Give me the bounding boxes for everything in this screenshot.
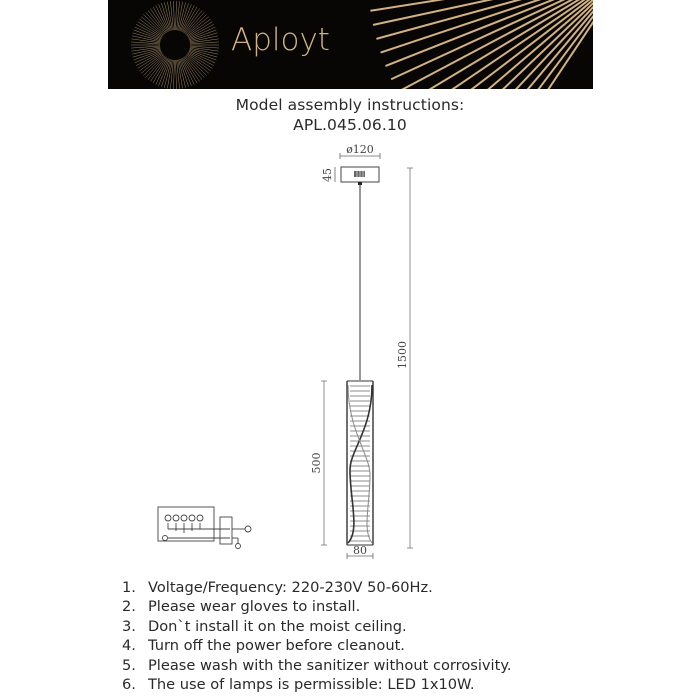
total-height-label: 1500 [396,341,409,369]
wiring-diagram [158,507,251,549]
instruction-item: 1. Voltage/Frequency: 220-230V 50-60Hz. [122,579,433,596]
instruction-list [122,578,512,694]
shade-width-dimension [347,544,373,559]
instruction-item: 2. Please wear gloves to install. [122,598,361,616]
canopy-height-dimension [321,167,335,182]
instruction-item: 6. The use of lamps is permissible: LED 1x10W. [122,676,475,694]
shade-height-label: 500 [310,452,323,474]
instruction-item: 3. Don`t install it on the moist ceiling. [122,617,407,635]
lamp-shade [347,381,373,545]
canopy-diameter-label: ø120 [346,143,374,156]
canopy-height-label: 45 [321,168,334,182]
instruction-item: 4. Turn off the power before cleanout. [122,637,405,655]
shade-height-dimension [310,381,327,545]
canopy-diameter-dimension [340,143,380,159]
title-line-1: Model assembly instructions: [235,96,465,114]
model-number: APL.045.06.10 [293,116,407,134]
brand-logo: Aployt [231,22,330,58]
total-height-dimension [396,168,413,548]
shade-width-label: 80 [353,544,367,557]
instruction-item: 5. Please wash with the sanitizer without corrosivity. [122,656,512,674]
